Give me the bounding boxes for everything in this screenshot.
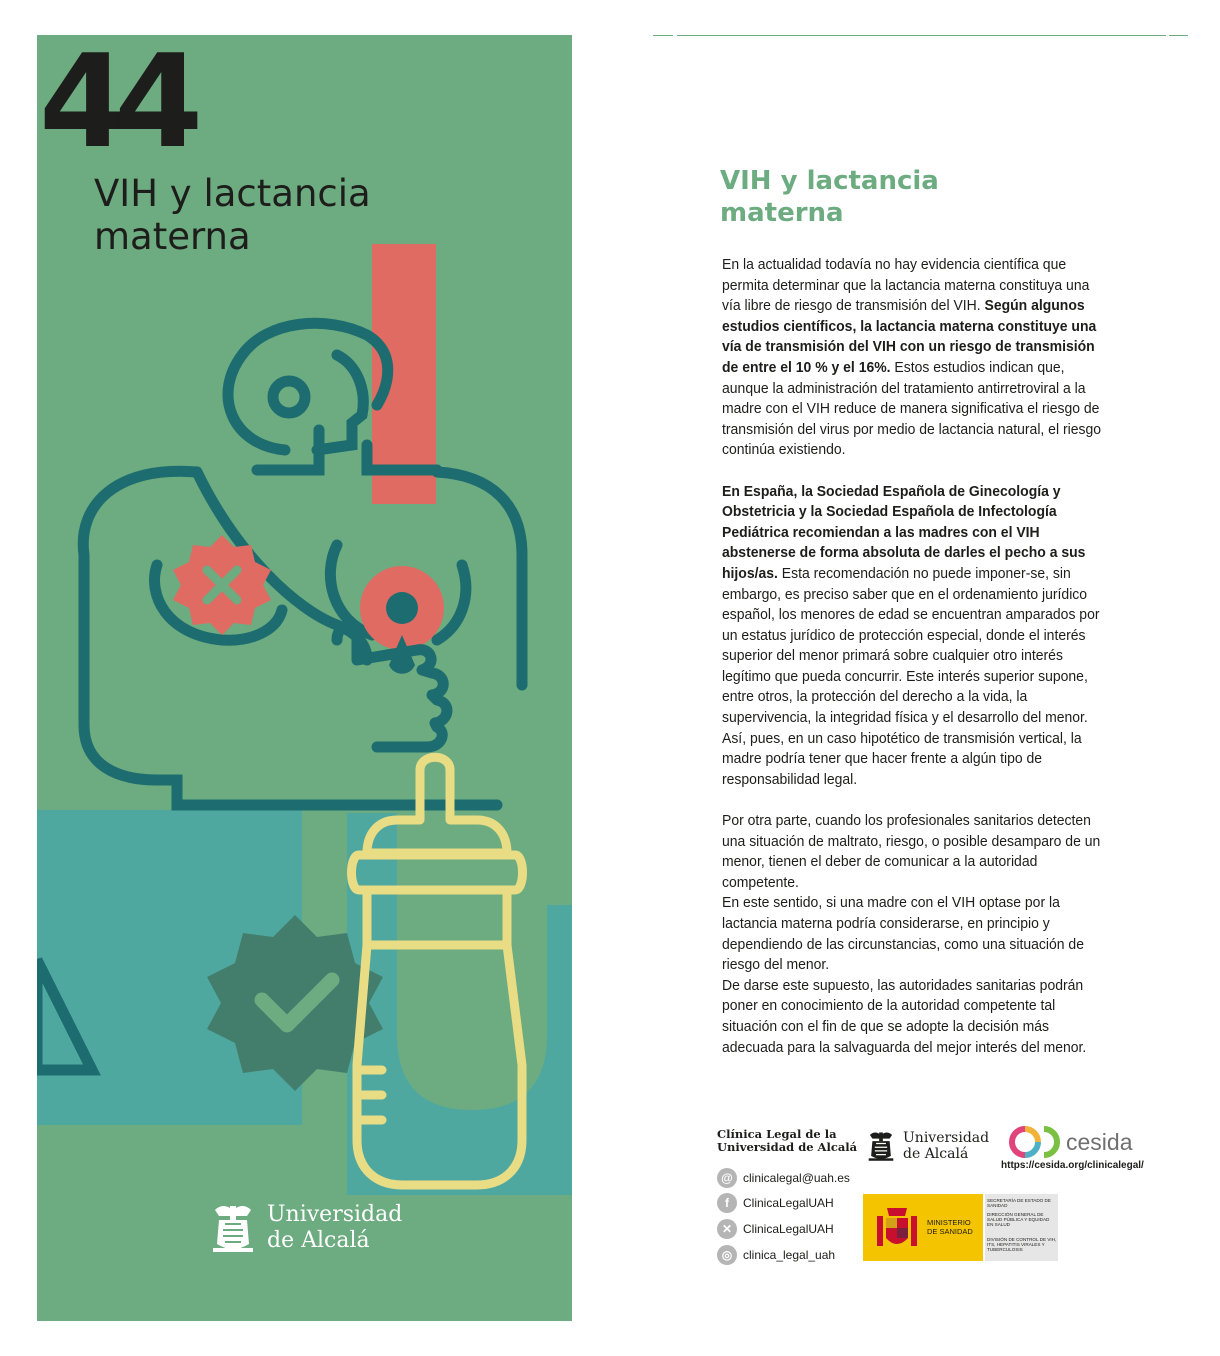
cover-title-line2: materna: [94, 215, 251, 258]
contact-facebook[interactable]: [717, 1193, 834, 1213]
ministry-logo: [863, 1194, 1058, 1261]
university-crest-footer-icon: [865, 1128, 897, 1164]
ministry-name: [927, 1218, 973, 1236]
university-crest-icon: [207, 1200, 259, 1256]
cover-title: [94, 172, 371, 258]
contact-instagram-text[interactable]: clinica_legal_uah: [743, 1248, 836, 1262]
p2-text-bold: En España, la Sociedad Española de Ginecología y Obstetricia y la Sociedad Española de Infectología Pediátrica recomiendan a las madres con el VIH abstenerse de forma absoluta de darles el pecho a sus hijos/as.: [722, 482, 1086, 582]
spain-coat-of-arms-icon: [875, 1202, 919, 1254]
at-icon: @: [717, 1168, 737, 1188]
instagram-icon: ◎: [717, 1245, 737, 1265]
document-title: [720, 165, 939, 229]
facebook-icon: f: [717, 1193, 737, 1213]
clinic-label-line2: Universidad de Alcalá: [717, 1140, 858, 1154]
university-name-footer-line2: de Alcalá: [903, 1146, 969, 1162]
university-name-cover-line1: Universidad: [267, 1202, 403, 1227]
top-rule-short-left: [653, 35, 673, 36]
contact-x-text[interactable]: ClinicaLegalUAH: [743, 1222, 834, 1236]
p3-line-2: En este sentido, si una madre con el VIH optase por la lactancia materna podría considerarse, en principio y dependiendo de las circunstancias, como una situación de riesgo del menor.: [722, 894, 1084, 974]
woman-ear: [273, 381, 305, 413]
university-logo-cover: [207, 1200, 402, 1256]
document-body: [722, 255, 1108, 1079]
contact-x[interactable]: [717, 1219, 834, 1239]
university-name-footer-line1: Universidad: [903, 1130, 990, 1146]
p3-line-1: Por otra parte, cuando los profesionales sanitarios detecten una situación de maltrato, riesgo, o posible desamparo de un menor, tienen el deber de comunicar a la autoridad competente.: [722, 812, 1101, 891]
page-number: 44: [39, 35, 190, 177]
contact-instagram[interactable]: [717, 1245, 835, 1265]
university-name-cover: [267, 1202, 402, 1254]
ministry-sub-2: DIRECCIÓN GENERAL DE SALUD PÚBLICA Y EQUIDAD EN SALUD: [987, 1212, 1050, 1228]
cesida-logo: [1008, 1125, 1132, 1159]
p2-text-b: Esta recomendación no puede imponer-se, sin embargo, es preciso saber que en el ordenamiento jurídico español, los menores de edad se encuentran amparados por un estatus jurídico de protección especial, donde el interés superior del menor primará sobre cualquier otro interés legítimo que pueda concurrir. Este interés superior supone, entre otros, la protección del derecho a la vida, la supervivencia, la integridad física y el desarrollo del menor. Así, pues, en un caso hipotético de transmisión vertical, la madre podría tener que hacer frente a algún tipo de responsabilidad legal.: [722, 564, 1100, 788]
p1-text-c: Estos estudios indican que, aunque la administración del tratamiento antirretroviral a la madre con el VIH reduce de manera significativa el riesgo de transmisión del virus por medio de lactancia natural, el riesgo continúa existiendo.: [722, 358, 1102, 459]
contact-facebook-text[interactable]: ClinicaLegalUAH: [743, 1196, 834, 1210]
cover-panel: [37, 35, 572, 1321]
contact-email[interactable]: [717, 1168, 850, 1188]
top-rule-short-right: [1169, 35, 1188, 36]
nipple-dot: [386, 592, 418, 624]
p1-text-a: En la actualidad todavía no hay evidencia científica que permita determinar que la lactancia materna constituya una vía libre de riesgo de transmisión del VIH.: [722, 256, 1090, 315]
ministry-name-line2: DE SANIDAD: [927, 1227, 973, 1236]
woman-shoulder-right: [437, 472, 522, 685]
p3-line-3: De darse este supuesto, las autoridades sanitarias podrán poner en conocimiento de la autoridad competente tal situación con el fin de que se adopte la decisión más adecuada para la salvaguarda del mejor interés del menor.: [722, 976, 1087, 1056]
cesida-word: cesida: [1066, 1128, 1133, 1155]
university-logo-footer: [865, 1128, 989, 1164]
x-twitter-icon: ✕: [717, 1219, 737, 1239]
paragraph-3: [722, 811, 1108, 1058]
p1-text-bold: Según algunos estudios científicos, la lactancia materna constituye una vía de transmisión del VIH con un riesgo de transmisión de entre el 10 % y el 16%.: [722, 297, 1097, 376]
paragraph-1: [722, 255, 1108, 461]
cesida-url[interactable]: https://cesida.org/clinicalegal/: [1001, 1160, 1144, 1171]
contact-email-text[interactable]: clinicalegal@uah.es: [743, 1171, 850, 1185]
clinic-label: [717, 1128, 857, 1154]
document-title-line2: materna: [720, 198, 844, 228]
ministry-sub-1: SECRETARÍA DE ESTADO DE SANIDAD: [987, 1198, 1051, 1209]
paragraph-2: [722, 482, 1108, 791]
university-name-footer: [903, 1130, 989, 1162]
document-title-line1: VIH y lactancia: [720, 166, 939, 196]
ministry-name-line1: MINISTERIO: [927, 1218, 971, 1227]
clinic-label-line1: Clínica Legal de la: [717, 1127, 837, 1141]
cover-title-line1: VIH y lactancia: [94, 172, 371, 215]
university-name-cover-line2: de Alcalá: [267, 1228, 370, 1253]
top-rule: [677, 35, 1166, 36]
cesida-rings-icon: [1008, 1125, 1062, 1159]
turquoise-u-shape: [347, 813, 572, 1195]
ministry-sub-3: DIVISIÓN DE CONTROL DE VIH, ITS, HEPATITIS VIRALES Y TUBERCULOSIS: [987, 1237, 1057, 1253]
